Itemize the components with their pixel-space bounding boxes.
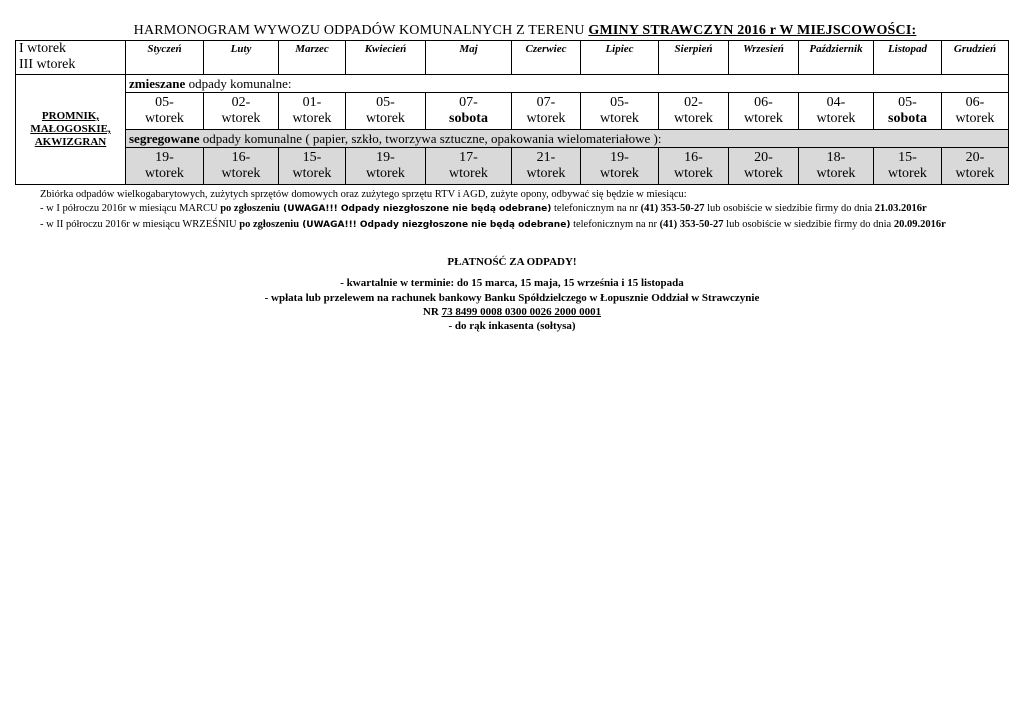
month-header: Maj	[426, 41, 512, 75]
payment-bank: - wpłata lub przelewem na rachunek bankowy Banku Spółdzielczego w Łopusznie Oddział w Strawczynie	[264, 292, 760, 304]
mixed-waste-label: zmieszane odpady komunalne:	[126, 75, 1009, 93]
title-part-2: GMINY STRAWCZYN 2016 r W MIEJSCOWOŚCI:	[588, 23, 917, 38]
month-header: Kwiecień	[346, 41, 426, 75]
date-cell: 05- wtorek	[346, 93, 426, 130]
date-cell: 19- wtorek	[346, 148, 426, 185]
date-cell: 07- sobota	[426, 93, 512, 130]
week-label-2: III wtorek	[19, 57, 76, 72]
payment-title: PŁATNOŚĆ ZA ODPADY!	[447, 256, 577, 268]
month-header: Luty	[204, 41, 279, 75]
segregated-waste-label: segregowane odpady komunalne ( papier, szkło, tworzywa sztuczne, opakowania wielomateriałowe ):	[126, 130, 1009, 148]
schedule-table	[15, 40, 1009, 185]
date-cell: 19- wtorek	[581, 148, 659, 185]
notes-block	[40, 188, 946, 233]
place-name: AKWIZGRAN	[34, 136, 107, 148]
date-cell: 05- wtorek	[581, 93, 659, 130]
date-cell: 15- wtorek	[874, 148, 942, 185]
segregated-category-row	[16, 130, 1009, 148]
date-cell: 20- wtorek	[729, 148, 799, 185]
mixed-dates-row	[16, 93, 1009, 130]
segregated-dates-row	[16, 148, 1009, 185]
date-cell: 17- wtorek	[426, 148, 512, 185]
date-cell: 05- sobota	[874, 93, 942, 130]
month-header: Grudzień	[942, 41, 1009, 75]
date-cell: 04- wtorek	[799, 93, 874, 130]
date-cell: 21- wtorek	[512, 148, 581, 185]
place-name: MAŁOGOSKIE,	[30, 123, 111, 135]
date-cell: 02- wtorek	[204, 93, 279, 130]
place-name: PROMNIK,	[41, 110, 100, 122]
note-bulky-waste: Zbiórka odpadów wielkogabarytowych, zużytych sprzętów domowych oraz zużytego sprzętu RTV i AGD, zużyte opony, odbywać się będzie w miesiącu:	[40, 189, 687, 200]
month-header: Listopad	[874, 41, 942, 75]
payment-terms: - kwartalnie w terminie: do 15 marca, 15 maja, 15 września i 15 listopada	[340, 277, 684, 289]
date-cell: 01- wtorek	[279, 93, 346, 130]
month-header: Sierpień	[659, 41, 729, 75]
month-header: Lipiec	[581, 41, 659, 75]
document-title	[15, 23, 1024, 39]
date-cell: 19- wtorek	[126, 148, 204, 185]
date-cell: 20- wtorek	[942, 148, 1009, 185]
date-cell: 07- wtorek	[512, 93, 581, 130]
month-header: Wrzesień	[729, 41, 799, 75]
date-cell: 05- wtorek	[126, 93, 204, 130]
week-labels-cell	[16, 41, 126, 75]
date-cell: 16- wtorek	[204, 148, 279, 185]
payment-account: NR 73 8499 0008 0300 0026 2000 0001	[422, 306, 602, 318]
mixed-category-row	[16, 75, 1009, 93]
header-row	[16, 41, 1009, 75]
month-header: Styczeń	[126, 41, 204, 75]
date-cell: 06- wtorek	[729, 93, 799, 130]
account-number: 73 8499 0008 0300 0026 2000 0001	[441, 306, 602, 318]
month-header: Czerwiec	[512, 41, 581, 75]
payment-collector: - do rąk inkasenta (sołtysa)	[448, 320, 576, 332]
month-header: Październik	[799, 41, 874, 75]
date-cell: 06- wtorek	[942, 93, 1009, 130]
note-second-half: - w II półroczu 2016r w miesiącu WRZEŚNIU po zgłoszeniu (UWAGA!!! Odpady niezgłoszone nie będą odebrane) telefonicznym na nr (41) 353-50-27 lub osobiście w siedzibie firmy do dnia 20.09.2016r	[40, 219, 946, 230]
places-cell	[16, 75, 126, 185]
title-part-1: HARMONOGRAM WYWOZU ODPADÓW KOMUNALNYCH Z TERENU	[133, 23, 589, 38]
date-cell: 02- wtorek	[659, 93, 729, 130]
note-first-half: - w I półroczu 2016r w miesiącu MARCU po zgłoszeniu (UWAGA!!! Odpady niezgłoszone nie będą odebrane) telefonicznym na nr (41) 353-50-27 lub osobiście w siedzibie firmy do dnia 21.03.2016r	[40, 203, 927, 214]
date-cell: 18- wtorek	[799, 148, 874, 185]
week-label-1: I wtorek	[19, 41, 67, 56]
date-cell: 15- wtorek	[279, 148, 346, 185]
month-header: Marzec	[279, 41, 346, 75]
date-cell: 16- wtorek	[659, 148, 729, 185]
